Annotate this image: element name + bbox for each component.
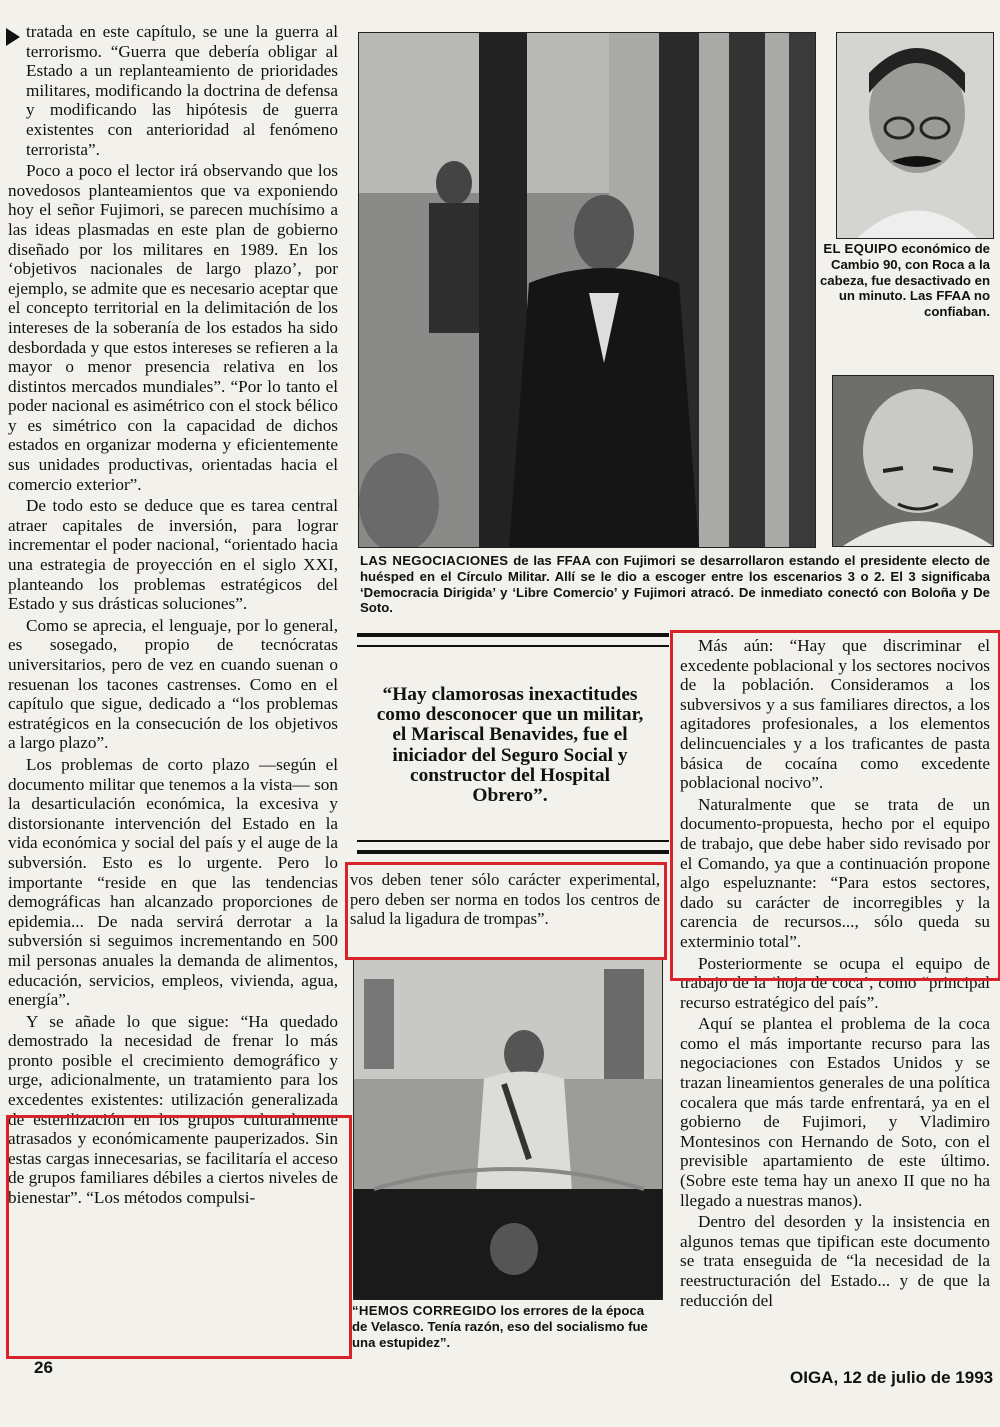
paragraph: Posteriormente se ocupa el equipo de trabajo de la ‘hoja de coca’, como “principal recurso estratégico del país”. bbox=[680, 953, 990, 1012]
photo-parade bbox=[353, 958, 663, 1300]
divider bbox=[357, 840, 669, 842]
caption-economic-team: EL EQUIPO económico de Cambio 90, con Roca a la cabeza, fue desactivado en un minuto. Las FFAA no confiaban. bbox=[819, 241, 990, 320]
photo-economic-team bbox=[836, 32, 994, 239]
paragraph: Como se aprecia, el lenguaje, por lo general, es sosegado, propio de tecnócratas universitarios, pero de vez en cuando suenan o resuenan los tacones castrenses. Como en el capítulo que sigue, dedicado a “los problemas estratégicos en la consecución de los objetivos a largo plazo”. bbox=[8, 615, 338, 753]
article-column-right bbox=[680, 636, 990, 1312]
paragraph: Los problemas de corto plazo —según el documento militar que tenemos a la vista— son la desarticulación económica, la excesiva y distorsionante intervención del Estado en la vida económica y social del país y el auge de la subversión. Esto es lo urgente. Pero lo importante “reside en que las tendencias demográficas han alcanzado proporciones de epidemia... De nada servirá derrotar a la subversión si seguimos incrementando en 500 mil personas anuales la demanda de alimentos, educación, servicios, empleos, vivienda, agua, energía”. bbox=[8, 754, 338, 1010]
article-column-left bbox=[8, 22, 338, 1210]
paragraph: De todo esto se deduce que es tarea central atraer capitales de inversión, para lograr incrementar el poder nacional, “orientado hacia una estrategia de proyección en el siglo XXI, planteando los problemas estratégicos del Estado y sus drásticas soluciones”. bbox=[8, 496, 338, 614]
publication-footer: OIGA, 12 de julio de 1993 bbox=[790, 1368, 994, 1387]
paragraph: Poco a poco el lector irá observando que los novedosos planteamientos que va exponiendo hoy el señor Fujimori, se parecen muchísimo a las ideas plasmadas en este plan de gobierno diseñado por los militares en 1989. En los ‘objetivos nacionales de largo plazo’, por ejemplo, se admite que es necesario aceptar que el concepto territorial en la delimitación de los intereses de la soberanía de los estados ha sido desbordada y que estos intereses se refieren a la mayor o menor presencia relativa en los distintos mercados mundiales”. “Por lo tanto el poder nacional es asimétrico con el stock bélico y es simétrico con la capacidad de dichos estados en organizar moderna y eficientemente sus unidades productivas, orientadas hacia el comercio exterior”. bbox=[8, 161, 338, 494]
photo-bald-man bbox=[832, 375, 994, 547]
paragraph: Dentro del desorden y la insistencia en algunos temas que tipifican este documento se trata enseguida de “la necesidad de la reestructuración del Estado... y de que la reducción del bbox=[680, 1212, 990, 1310]
divider bbox=[357, 850, 669, 854]
paragraph: Naturalmente que se trata de un documento-propuesta, hecho por el equipo de trabajo, que debe haber sido revisado por el Comando, ya que a continuación propone algo espeluznante: “Para estos sectores, dado su carácter de incorregibles y la carencia de recursos..., sólo queda su exterminio total”. bbox=[680, 794, 990, 951]
paragraph: Más aún: “Hay que discriminar el excedente poblacional y los sectores nocivos de la población. Consideramos a los subversivos y a sus familiares directos, a los agitadores profesionales, a los elementos delincuenciales y a los traficantes de pasta básica de cocaína como excedente poblacional nocivo”. bbox=[680, 636, 990, 793]
pull-quote: “Hay clamorosas inexactitudes como desconocer que un militar, el Mariscal Benavides, fue el iniciador del Seguro Social y constructor del Hospital Obrero”. bbox=[376, 684, 644, 807]
divider bbox=[357, 645, 669, 647]
caption-negotiations: LAS NEGOCIACIONES de las FFAA con Fujimori se desarrollaron estando el presidente electo de huésped en el Círculo Militar. Allí se le dio a escoger entre los escenarios 3 o 2. El 3 significaba ‘Democracia Dirigida’ y ‘Libre Comercio’ y Fujimori atracó. De inmediato conectó con Boloña y De Soto. bbox=[360, 553, 991, 616]
paragraph: Aquí se plantea el problema de la coca como el más importante recurso para las negociaciones con Estados Unidos y se trazan lineamientos generales de una política cocalera que más tarde enfrentará, ya en el gobierno de Fujimori, y Vladimiro Montesinos con Hernando de Soto, con el previsible apartamiento de este último. (Sobre este tema hay un anexo II que no ha llegado a nuestras manos). bbox=[680, 1014, 990, 1210]
divider bbox=[357, 633, 669, 637]
photo-negotiations bbox=[358, 32, 816, 548]
continuation-fragment: vos deben tener sólo carácter experimental, pero deben ser norma en todos los centros de salud la ligadura de trompas”. bbox=[350, 870, 660, 929]
page-number: 26 bbox=[34, 1358, 53, 1377]
paragraph: Y se añade lo que sigue: “Ha quedado demostrado la necesidad de frenar lo más pronto posible el crecimiento demográfico y urge, adicionalmente, un tratamiento para los excedentes existentes: utilización generalizada de esterilización en los grupos culturalmente atrasados y económicamente pauperizados. Sin estas cargas innecesarias, se facilitaría el acceso de grupos familiares débiles a ciertos niveles de bienestar”. “Los métodos compulsi- bbox=[8, 1011, 338, 1208]
paragraph: tratada en este capítulo, se une la guerra al terrorismo. “Guerra que debería obligar al Estado a un replanteamiento de prioridades militares, modificando la doctrina de defensa y modificando las hipótesis de guerra existentes con anterioridad al fenómeno terrorista”. bbox=[26, 22, 338, 159]
caption-parade: “HEMOS CORREGIDO los errores de la época de Velasco. Tenía razón, eso del socialismo fue una estupidez”. bbox=[352, 1303, 648, 1350]
